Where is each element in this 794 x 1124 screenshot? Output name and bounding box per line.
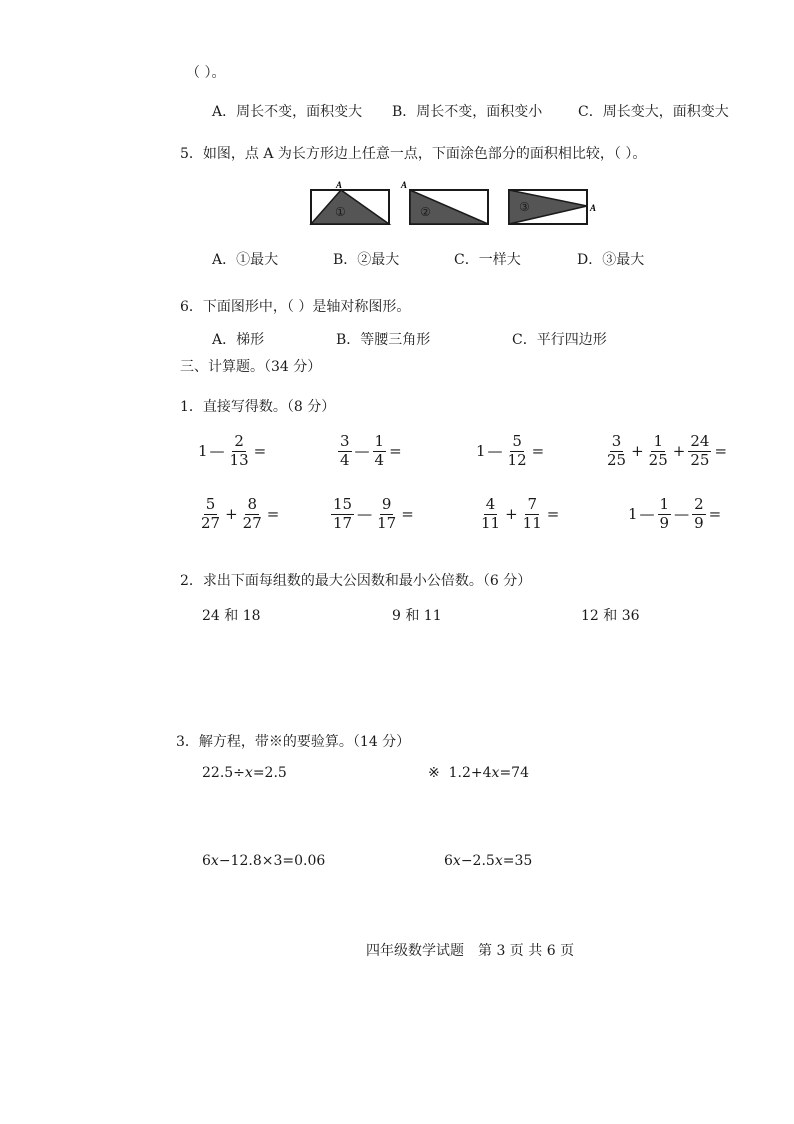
q4-option-c: C．周长变大，面积变大 (578, 104, 729, 120)
equation-2: ※ 1.2+4x=74 (428, 765, 529, 781)
q5-option-d: D．③最大 (577, 252, 645, 268)
rectangle-figure-2 (400, 180, 488, 224)
part1-title: 1．直接写得数。（8 分） (180, 399, 336, 415)
check-mark: ※ (428, 765, 440, 781)
part3-title: 3．解方程，带※的要验算。（14 分） (176, 734, 411, 750)
figure-2-point-label: A (401, 180, 408, 190)
figure-1-label: ① (335, 205, 346, 219)
q6-text: 6．下面图形中，（ ）是轴对称图形。 (180, 299, 411, 315)
equation-3: 6x−12.8×3=0.06 (202, 853, 326, 869)
q6-option-c: C．平行四边形 (512, 332, 607, 348)
q5-option-b: B．②最大 (333, 252, 400, 268)
figure-2-label: ② (420, 205, 431, 219)
q6-option-b: B．等腰三角形 (336, 332, 431, 348)
part2-title: 2．求出下面每组数的最大公因数和最小公倍数。（6 分） (180, 573, 532, 589)
q5-option-a: A．①最大 (212, 252, 279, 268)
figure-3-label: ③ (519, 200, 530, 214)
page-footer: 四年级数学试题 第 3 页 共 6 页 (366, 943, 575, 959)
q6-option-a: A．梯形 (212, 332, 265, 348)
rectangle-figure-3 (509, 190, 596, 224)
figure-1-point-label: A (336, 180, 343, 190)
q5-option-c: C．一样大 (454, 252, 521, 268)
number-pair-1: 24 和 18 (202, 608, 261, 624)
q4-option-b: B．周长不变，面积变小 (392, 104, 543, 120)
equation-4: 6x−2.5x=35 (444, 853, 533, 869)
expression-2-1: $\frac{5}{27}$ + $\frac{8}{27}$ = (201, 495, 280, 532)
section3-title: 三、计算题。（34 分） (180, 359, 322, 375)
expression-2-3: $\frac{4}{11}$ + $\frac{7}{11}$ = (481, 495, 560, 532)
expression-2-2: $\frac{15}{17}$ — $\frac{9}{17}$ = (333, 495, 414, 532)
equation-1: 22.5÷x=2.5 (202, 765, 287, 781)
expression-1-1: 1 — $\frac{2}{13}$ = (198, 432, 267, 469)
q4-blank: （ ）。 (186, 65, 226, 81)
expression-1-3: 1 — $\frac{5}{12}$ = (476, 432, 545, 469)
expression-2-4: 1 — $\frac{1}{9}$ — $\frac{2}{9}$ = (628, 495, 722, 532)
number-pair-3: 12 和 36 (581, 608, 640, 624)
rectangle-figure-1 (311, 180, 389, 224)
q5-figures (300, 178, 610, 230)
expression-1-2: $\frac{3}{4}$ — $\frac{1}{4}$ = (340, 432, 402, 469)
q5-text: 5．如图，点 A 为长方形边上任意一点，下面涂色部分的面积相比较，（ ）。 (180, 146, 647, 162)
q4-option-a: A．周长不变，面积变大 (212, 104, 363, 120)
figure-3-point-label: A (590, 203, 597, 213)
number-pair-2: 9 和 11 (392, 608, 442, 624)
expression-1-4: $\frac{3}{25}$ + $\frac{1}{25}$ + $\frac{24}{25}$ = (607, 432, 728, 469)
